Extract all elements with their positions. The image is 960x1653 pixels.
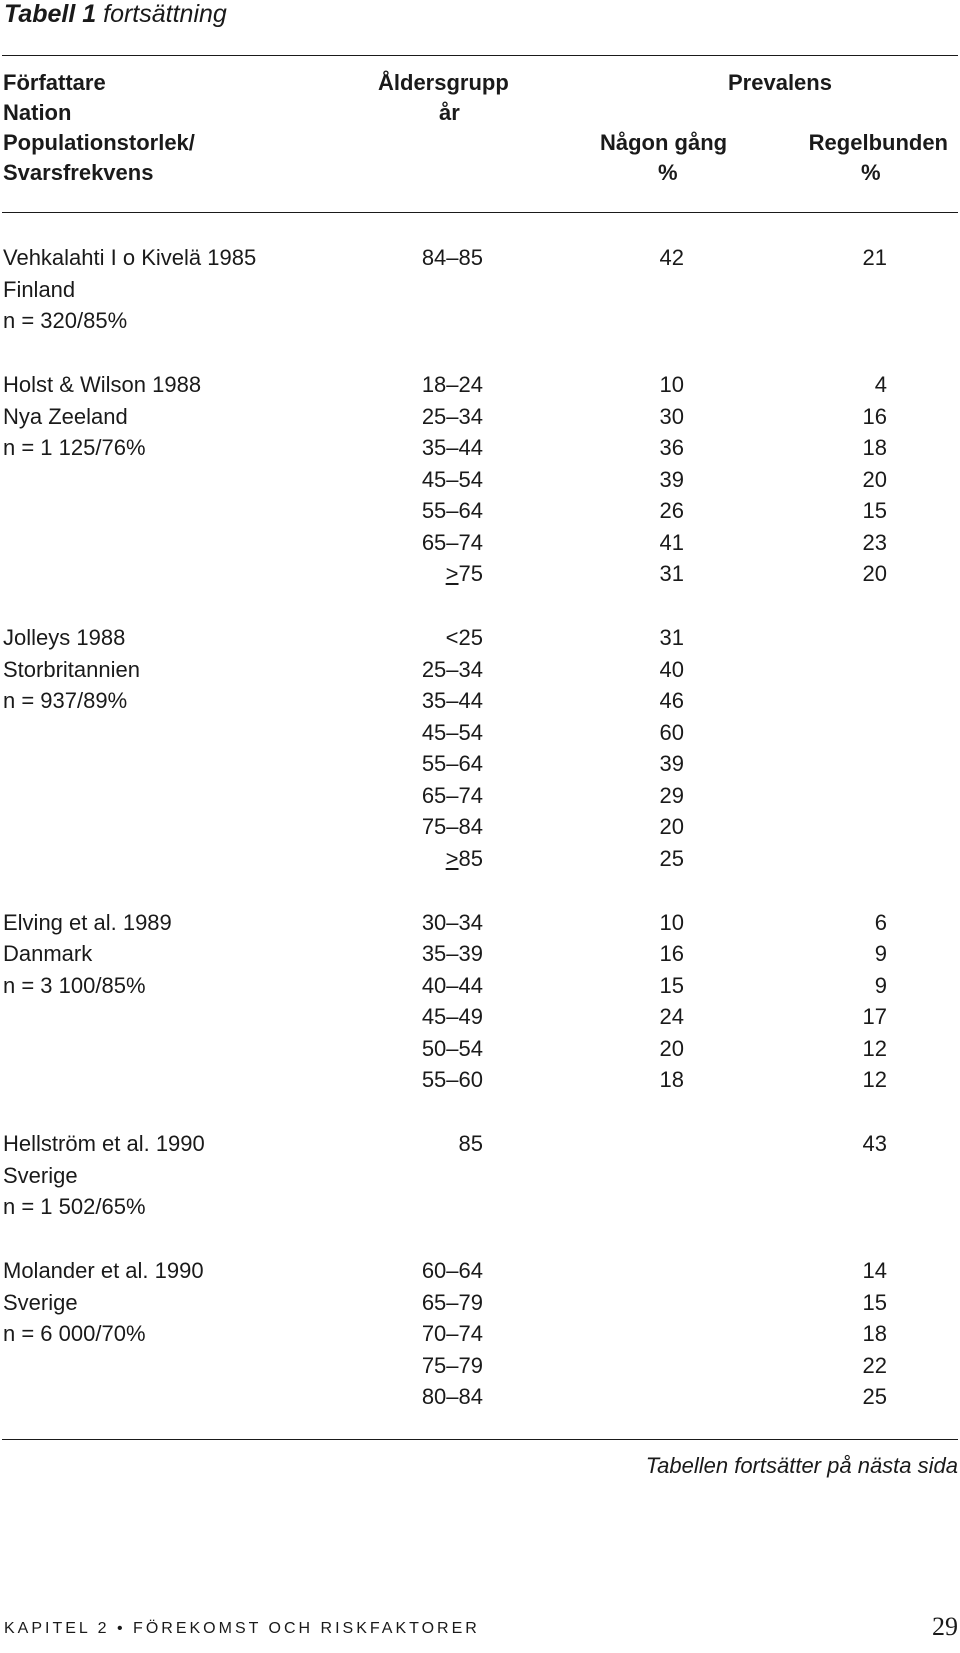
prevalence-ever-cell: 41 <box>659 529 684 555</box>
prevalence-regular-cell: 18 <box>862 1321 887 1346</box>
age-group-cell: 35–44 <box>421 435 483 460</box>
prevalence-ever-cell: 29 <box>659 782 684 808</box>
prevalence-ever-cell: 16 <box>659 941 684 966</box>
age-group-cell: 25–34 <box>421 403 483 429</box>
prevalence-regular-cell: 21 <box>862 245 887 270</box>
prevalence-regular-cell: 14 <box>862 1258 887 1283</box>
prevalence-ever-cell: 24 <box>659 1004 684 1029</box>
age-group-cell: 25–34 <box>421 656 483 682</box>
age-group-cell: 85 <box>458 1131 483 1156</box>
prevalence-regular-cell: 20 <box>862 466 887 492</box>
prevalence-ever-cell: 30 <box>659 403 684 429</box>
age-group-cell: <25 <box>445 625 483 650</box>
study-author: Jolleys 1988 <box>3 625 126 650</box>
age-group-cell: 55–64 <box>421 751 483 776</box>
prevalence-ever-cell: 10 <box>659 909 684 935</box>
prevalence-regular-cell: 43 <box>862 1131 887 1156</box>
prevalence-ever-cell: 31 <box>659 625 684 650</box>
prevalence-regular-cell: 16 <box>862 403 887 429</box>
study-nation: Finland <box>3 276 76 302</box>
prevalence-regular-cell: 9 <box>874 941 887 966</box>
page-number: 29 <box>932 1612 958 1641</box>
study-population: n = 320/85% <box>3 308 128 333</box>
study-author: Molander et al. 1990 <box>3 1258 204 1283</box>
header-author: Författare <box>3 70 106 95</box>
age-group-cell: 55–64 <box>421 498 483 523</box>
age-group-cell: 45–54 <box>421 466 483 492</box>
prevalence-regular-cell: 9 <box>874 972 887 998</box>
study-nation: Nya Zeeland <box>3 403 128 429</box>
header-nation: Nation <box>3 100 72 125</box>
header-population: Populationstorlek/ <box>3 130 195 155</box>
study-author: Holst & Wilson 1988 <box>3 372 202 397</box>
study-population: n = 1 502/65% <box>3 1194 146 1219</box>
header-ever-unit: % <box>658 160 678 185</box>
age-group-cell: 70–74 <box>421 1321 483 1346</box>
prevalence-regular-cell: 25 <box>862 1384 887 1409</box>
age-group-cell: 84–85 <box>421 245 483 270</box>
age-group-cell: 65–79 <box>421 1289 483 1315</box>
prevalence-ever-cell: 31 <box>659 561 684 586</box>
header-top-rule <box>2 55 958 56</box>
prevalence-ever-cell: 20 <box>659 814 684 839</box>
study-author: Vehkalahti I o Kivelä 1985 <box>3 245 257 270</box>
age-group-cell: 65–74 <box>421 529 483 555</box>
prevalence-regular-cell: 12 <box>862 1067 887 1092</box>
prevalence-regular-cell: 20 <box>862 561 887 586</box>
prevalence-regular-cell: 12 <box>862 1035 887 1061</box>
prevalence-ever-cell: 15 <box>659 972 684 998</box>
study-population: n = 6 000/70% <box>3 1321 146 1346</box>
age-group-cell: 30–34 <box>421 909 483 935</box>
age-group-cell: 45–54 <box>421 719 483 745</box>
prevalence-ever-cell: 10 <box>659 372 684 397</box>
study-population: n = 937/89% <box>3 688 128 713</box>
age-group-cell: 35–39 <box>421 941 483 966</box>
prevalence-regular-cell: 17 <box>862 1004 887 1029</box>
header-regular: Regelbunden <box>808 130 948 155</box>
prevalence-regular-cell: 4 <box>874 372 887 397</box>
age-group-cell: 60–64 <box>421 1258 483 1283</box>
prevalence-regular-cell: 23 <box>862 529 887 555</box>
prevalence-regular-cell: 6 <box>874 909 887 935</box>
prevalence-ever-cell: 40 <box>659 656 684 682</box>
prevalence-ever-cell: 46 <box>659 688 684 713</box>
table-title-label: Tabell 1 <box>4 0 97 28</box>
study-nation: Danmark <box>3 941 93 966</box>
prevalence-ever-cell: 36 <box>659 435 684 460</box>
prevalence-ever-cell: 26 <box>659 498 684 523</box>
table-title <box>4 0 227 29</box>
study-nation: Sverige <box>3 1162 78 1188</box>
age-group-cell: 75–84 <box>421 814 483 839</box>
age-group-cell: 45–49 <box>421 1004 483 1029</box>
header-prevalence: Prevalens <box>728 70 832 95</box>
age-group-cell: 65–74 <box>421 782 483 808</box>
prevalence-ever-cell: 18 <box>659 1067 684 1092</box>
prevalence-regular-cell: 15 <box>862 1289 887 1315</box>
header-bottom-rule <box>2 212 958 213</box>
age-group-cell: 18–24 <box>421 372 483 397</box>
study-population: n = 3 100/85% <box>3 972 146 998</box>
prevalence-ever-cell: 60 <box>659 719 684 745</box>
prevalence-regular-cell: 15 <box>862 498 887 523</box>
prevalence-ever-cell: 42 <box>659 245 684 270</box>
age-group-cell: 50–54 <box>421 1035 483 1061</box>
prevalence-regular-cell: 22 <box>862 1352 887 1378</box>
age-group-cell: >75 <box>445 561 483 586</box>
prevalence-ever-cell: 20 <box>659 1035 684 1061</box>
prevalence-ever-cell: 39 <box>659 751 684 776</box>
header-ever: Någon gång <box>600 130 728 155</box>
study-population: n = 1 125/76% <box>3 435 146 460</box>
age-group-cell: 75–79 <box>421 1352 483 1378</box>
table-title-continuation: fortsättning <box>96 0 227 28</box>
running-footer: KAPITEL 2 • FÖREKOMST OCH RISKFAKTORER <box>4 1620 480 1637</box>
header-regular-unit: % <box>861 160 881 185</box>
header-response-rate: Svarsfrekvens <box>3 160 154 185</box>
age-group-cell: 40–44 <box>421 972 483 998</box>
age-group-cell: 80–84 <box>421 1384 483 1409</box>
table-bottom-rule <box>2 1439 958 1440</box>
prevalence-ever-cell: 25 <box>659 845 684 871</box>
study-nation: Storbritannien <box>3 656 140 682</box>
header-age-unit: år <box>439 100 460 125</box>
age-group-cell: >85 <box>445 845 483 871</box>
header-age-group: Åldersgrupp <box>378 70 509 95</box>
age-group-cell: 35–44 <box>421 688 483 713</box>
study-author: Hellström et al. 1990 <box>3 1131 205 1156</box>
study-author: Elving et al. 1989 <box>3 909 172 935</box>
age-group-cell: 55–60 <box>421 1067 483 1092</box>
prevalence-regular-cell: 18 <box>862 435 887 460</box>
prevalence-ever-cell: 39 <box>659 466 684 492</box>
study-nation: Sverige <box>3 1289 78 1315</box>
continuation-note: Tabellen fortsätter på nästa sida <box>645 1453 958 1478</box>
